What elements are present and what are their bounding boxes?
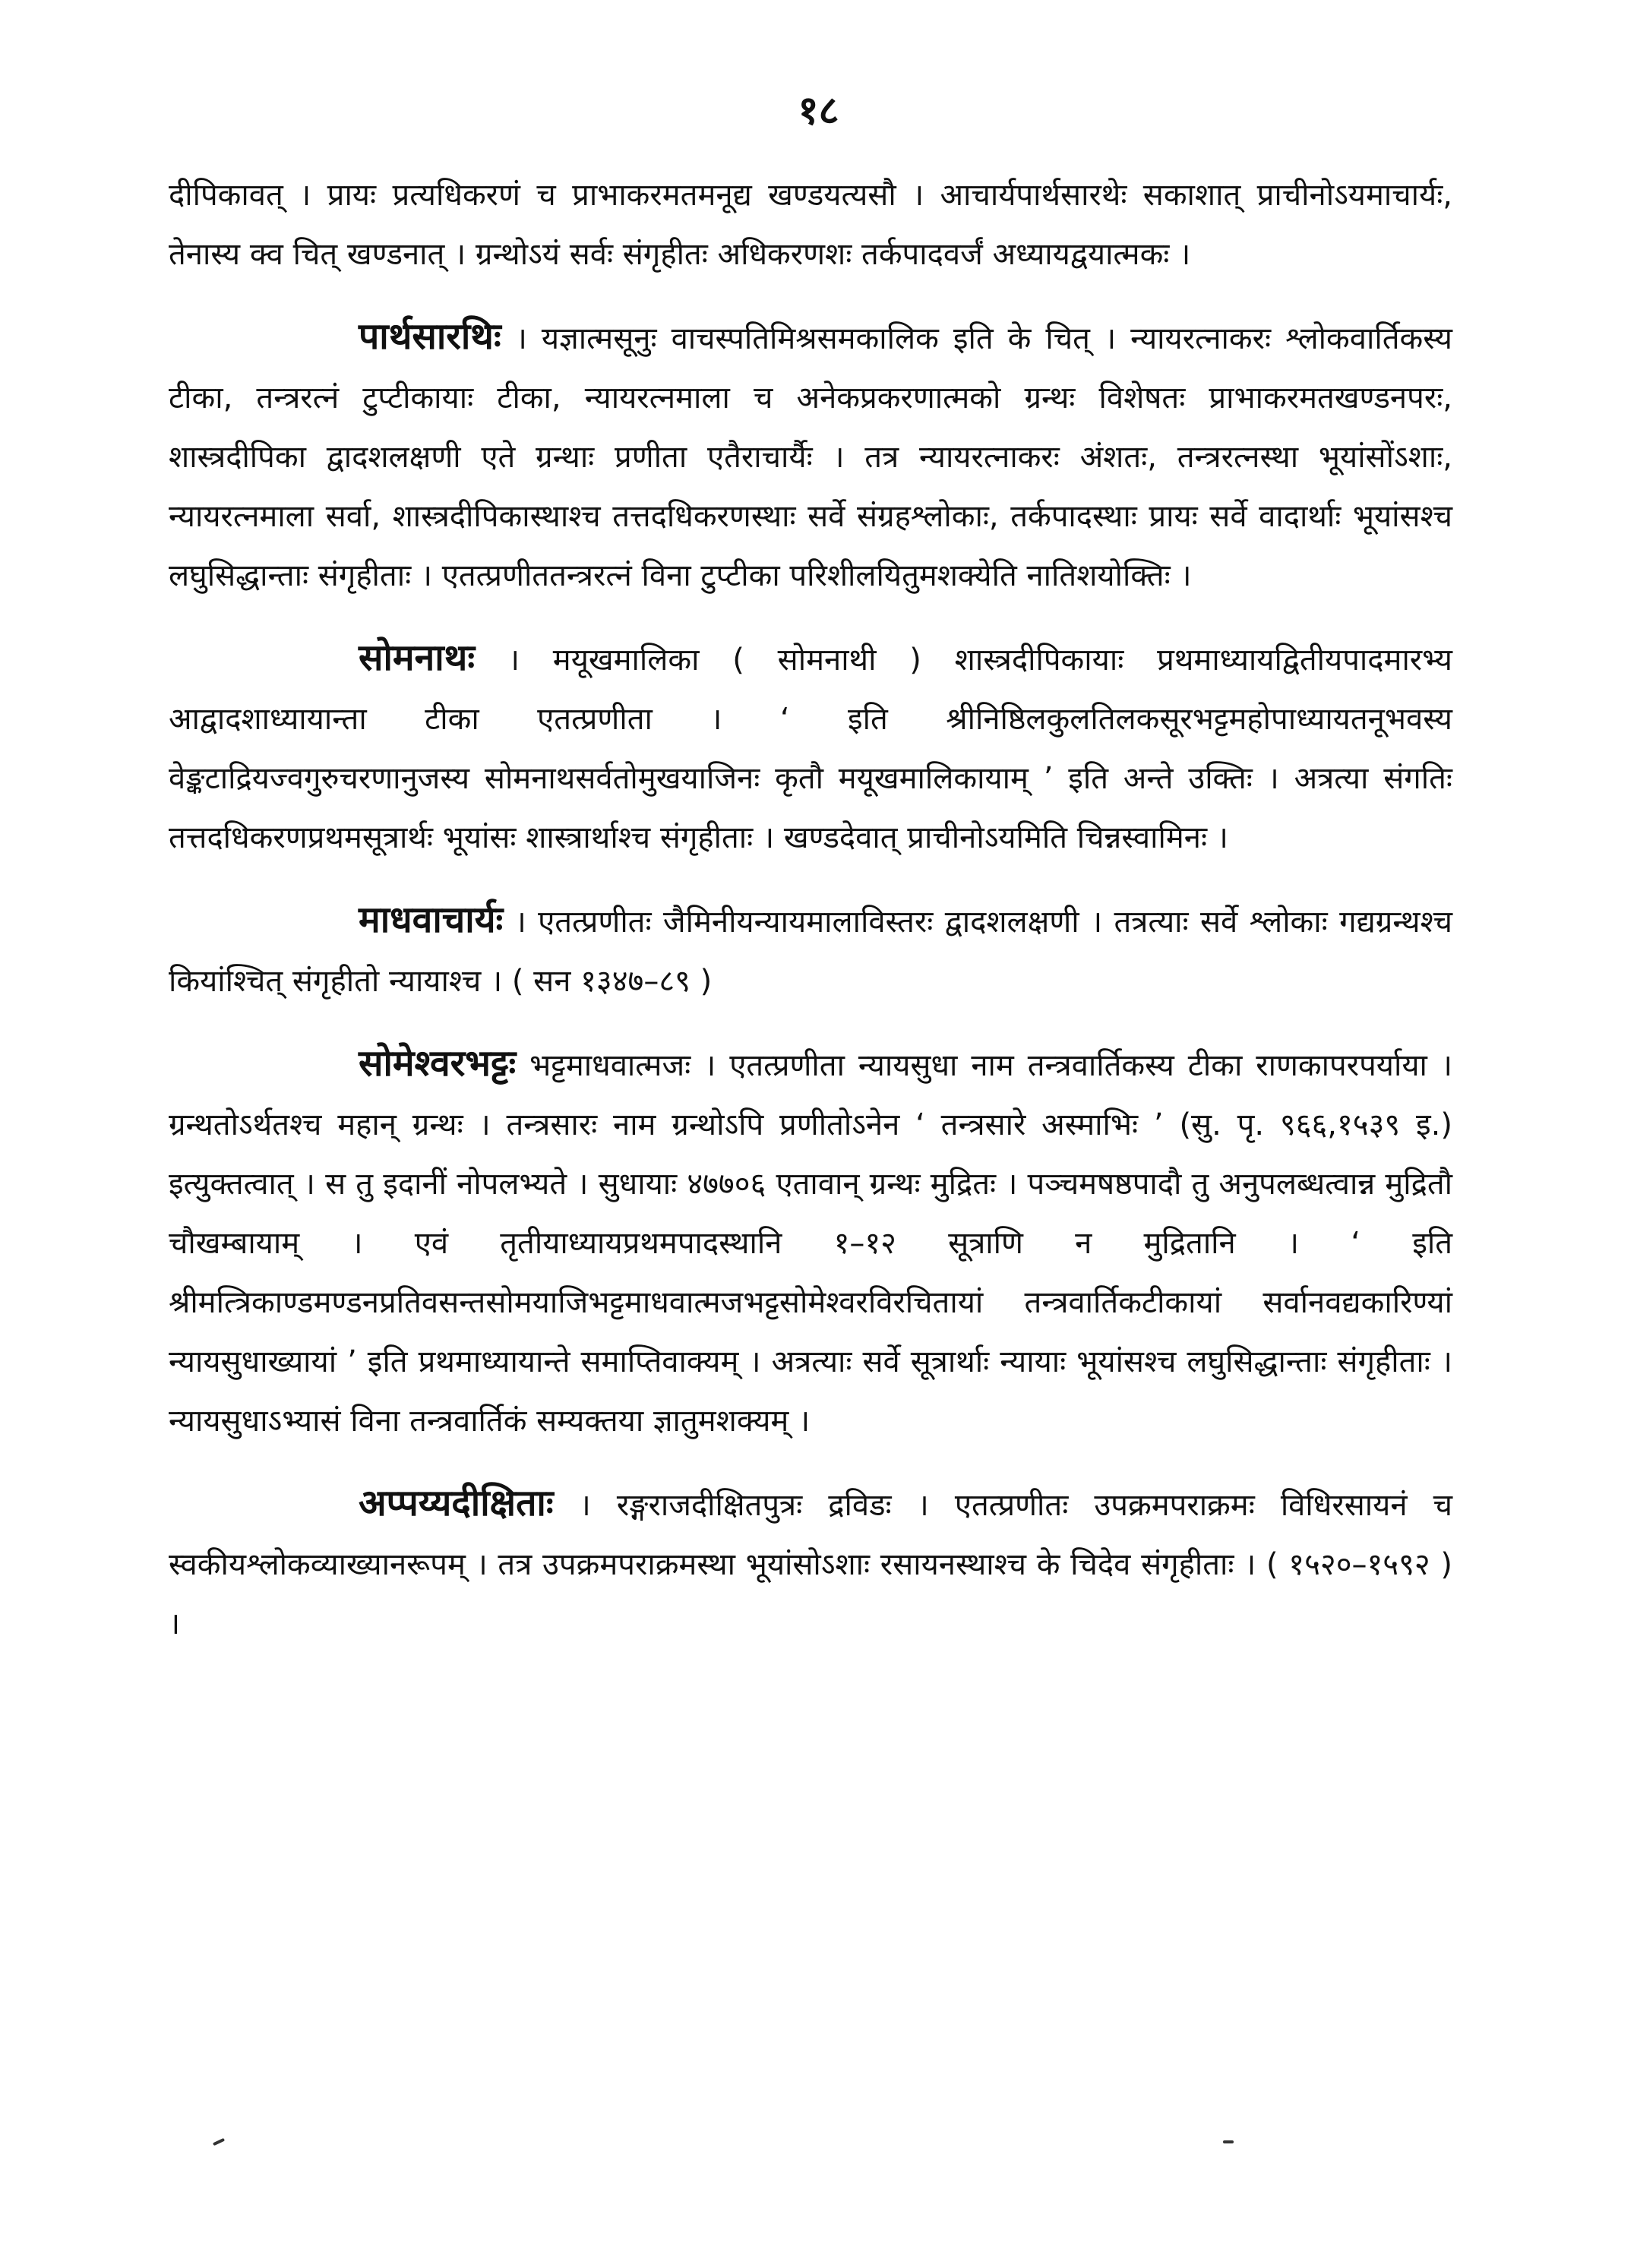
- paragraph-text: । मयूखमालिका ( सोमनाथी ) शास्त्रदीपिकायाः प्रथमाध्यायद्वितीयपादमारभ्य आद्वादशाध्यायान्ता टीका एतत्प्रणीता । ‘ इति श्रीनिष्ठिलकुलतिलकसूरभट्टमहोपाध्यायतनूभवस्य वेङ्कटाद्रियज्वगुरुचरणानुजस्य सोमनाथसर्वतोमुखयाजिनः कृतौ मयूखमालिकायाम् ’ इति अन्ते उक्तिः । अत्रत्या संगतिः तत्तदधिकरणप्रथमसूत्रार्थः भूयांसः शास्त्रार्थाश्च संगृहीताः । खण्डदेवात् प्राचीनोऽयमिति चिन्नस्वामिनः ।: [169, 643, 1452, 855]
- paragraph-text: । एतत्प्रणीतः जैमिनीयन्यायमालाविस्तरः द्वादशलक्षणी । तत्रत्याः सर्वे श्लोकाः गद्यग्रन्थश्च कियांश्चित् संगृहीतो न्यायाश्च । ( सन १३४७–८९ ): [169, 905, 1452, 999]
- paragraph-text: । रङ्गराजदीक्षितपुत्रः द्रविडः । एतत्प्रणीतः उपक्रमपराक्रमः विधिरसायनं च स्वकीयश्लोकव्याख्यानरूपम् । तत्र उपक्रमपराक्रमस्था भूयांसोऽशाः रसायनस्थाश्च के चिदेव संगृहीताः । ( १५२०–१५९२ ) ।: [169, 1488, 1452, 1641]
- paragraph-parthasarathi: [169, 307, 1452, 605]
- paragraph-heading: माधवाचार्यः: [359, 899, 504, 941]
- paragraph-appayya-dikshita: [169, 1474, 1452, 1654]
- page-body: [169, 166, 1452, 1676]
- paragraph-someshvara-bhatta: [169, 1034, 1452, 1451]
- paragraph-heading: अप्पय्यदीक्षिताः: [359, 1482, 554, 1524]
- scan-mark: [213, 2138, 225, 2146]
- scan-marks: [0, 2140, 1637, 2156]
- paragraph-heading: सोमनाथः: [359, 636, 476, 679]
- paragraph-somanatha: [169, 628, 1452, 867]
- paragraph-heading: सोमेश्वरभट्टः: [359, 1042, 517, 1085]
- paragraph-text: भट्टमाधवात्मजः । एतत्प्रणीता न्यायसुधा नाम तन्त्रवार्तिकस्य टीका राणकापरपर्याया । ग्रन्थतोऽर्थतश्च महान् ग्रन्थः । तन्त्रसारः नाम ग्रन्थोऽपि प्रणीतोऽनेन ‘ तन्त्रसारे अस्माभिः ’ (सु. पृ. ९६६,१५३९ इ.) इत्युक्तत्वात् । स तु इदानीं नोपलभ्यते । सुधायाः ४७७०६ एतावान् ग्रन्थः मुद्रितः । पञ्चमषष्ठपादौ तु अनुपलब्धत्वान्न मुद्रितौ चौखम्बायाम् । एवं तृतीयाध्यायप्रथमपादस्थानि १–१२ सूत्राणि न मुद्रितानि । ‘ इति श्रीमत्त्रिकाण्डमण्डनप्रतिवसन्तसोमयाजिभट्टमाधवात्मजभट्टसोमेश्वरविरचितायां तन्त्रवार्तिकटीकायां सर्वानवद्यकारिण्यां न्यायसुधाख्यायां ’ इति प्रथमाध्यायान्ते समाप्तिवाक्यम् । अत्रत्याः सर्वे सूत्रार्थाः न्यायाः भूयांसश्च लघुसिद्धान्ताः संगृहीताः । न्यायसुधाऽभ्यासं विना तन्त्रवार्तिकं सम्यक्तया ज्ञातुमशक्यम् ।: [169, 1048, 1452, 1439]
- paragraph-text: दीपिकावत् । प्रायः प्रत्यधिकरणं च प्राभाकरमतमनूद्य खण्डयत्यसौ । आचार्यपार्थसारथेः सकाशात् प्राचीनोऽयमाचार्यः, तेनास्य क्व चित् खण्डनात् । ग्रन्थोऽयं सर्वः संगृहीतः अधिकरणशः तर्कपादवर्जं अध्यायद्वयात्मकः ।: [169, 178, 1452, 272]
- paragraph-text: । यज्ञात्मसूनुः वाचस्पतिमिश्रसमकालिक इति के चित् । न्यायरत्नाकरः श्लोकवार्तिकस्य टीका, तन्त्ररत्नं टुप्टीकायाः टीका, न्यायरत्नमाला च अनेकप्रकरणात्मको ग्रन्थः विशेषतः प्राभाकरमतखण्डनपरः, शास्त्रदीपिका द्वादशलक्षणी एते ग्रन्थाः प्रणीता एतैराचार्यैः । तत्र न्यायरत्नाकरः अंशतः, तन्त्ररत्नस्था भूयांसोंऽशाः, न्यायरत्नमाला सर्वा, शास्त्रदीपिकास्थाश्च तत्तदधिकरणस्थाः सर्वे संग्रहश्लोकाः, तर्कपादस्थाः प्रायः सर्वे वादार्थाः भूयांसश्च लघुसिद्धान्ताः संगृहीताः । एतत्प्रणीततन्त्ररत्नं विना टुप्टीका परिशीलयितुमशक्येति नातिशयोक्तिः ।: [169, 321, 1452, 593]
- paragraph-madhavacharya: [169, 890, 1452, 1011]
- scan-mark: [1223, 2140, 1234, 2143]
- paragraph-heading: पार्थसारथिः: [359, 315, 501, 358]
- page-number: १८: [798, 88, 839, 134]
- paragraph-intro: [169, 166, 1452, 284]
